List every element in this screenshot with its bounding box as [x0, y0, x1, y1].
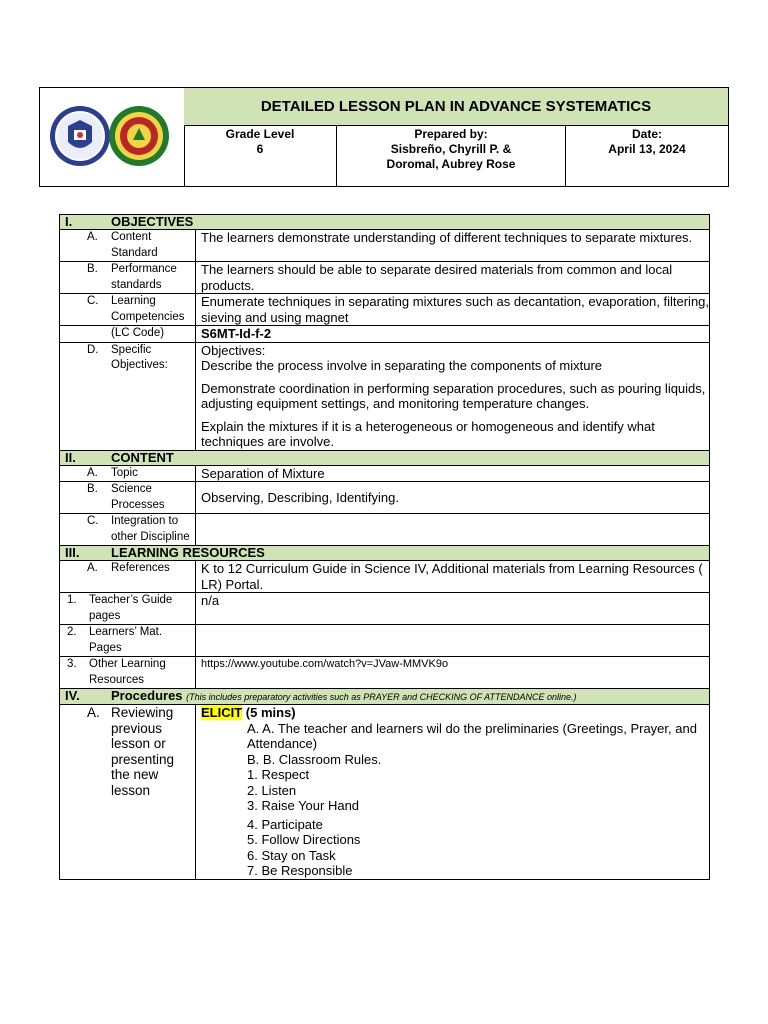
section-procedures [60, 689, 710, 705]
row-label: Teacher’s Guide pages [89, 594, 173, 622]
row-label: Integration to other Discipline [111, 515, 190, 543]
lesson-plan-header [39, 87, 729, 187]
objective-item: Explain the mixtures if it is a heterogeneous or homogeneous and identify what techniques are involve. [201, 418, 655, 449]
document-title: DETAILED LESSON PLAN IN ADVANCE SYSTEMATICS [184, 88, 728, 126]
table-row: B. Performance standards The learners should be able to separate desired materials from common and local products. [60, 262, 710, 294]
section-number: III. [65, 545, 80, 560]
table-row: D. Specific Objectives: Objectives: Describe the process involve in separating the components of mixture Demonstrate coordination in performing separation procedures, such as pouring liquids, adjusting equipment settings, and monitoring temperature changes. Explain the mixtures if it is a heterogeneous or homogeneous and identify what techniques are involve. [60, 342, 710, 450]
row-label: (LC Code) [111, 327, 165, 339]
row-value: The learners demonstrate understanding of different techniques to separate mixtures. [196, 230, 710, 262]
row-value: Separation of Mixture [196, 465, 710, 482]
objective-item: Demonstrate coordination in performing separation procedures, such as pouring liquids, adjusting equipment settings, and monitoring temperature changes. [201, 380, 706, 411]
table-row: 1. Teacher’s Guide pages n/a [60, 593, 710, 625]
row-label: Learning Competencies [111, 295, 185, 323]
date-value: April 13, 2024 [608, 142, 686, 156]
logos-cell [40, 88, 185, 186]
table-row: 3. Other Learning Resources https://www.youtube.com/watch?v=JVaw-MMVK9o [60, 657, 710, 689]
row-label: Science Processes [111, 483, 165, 511]
row-label: Performance standards [111, 263, 177, 291]
section-objectives [60, 215, 710, 230]
elicit-highlight: ELICIT [201, 705, 243, 720]
row-value: Observing, Describing, Identifying. [196, 482, 710, 514]
lc-code: S6MT-Id-f-2 [196, 326, 710, 343]
table-row: C. Learning Competencies Enumerate techniques in separating mixtures such as decantation, evaporation, filtering, sieving and using magnet [60, 294, 710, 326]
row-label: Specific Objectives: [111, 343, 168, 371]
table-row: 2. Learners’ Mat. Pages [60, 625, 710, 657]
table-row [60, 326, 710, 343]
row-value [196, 625, 710, 657]
rule-item: 3. Raise Your Hand [247, 798, 360, 813]
elicit-time: (5 mins) [242, 705, 296, 720]
section-title: Procedures [111, 688, 183, 703]
section-number: IV. [65, 688, 80, 703]
table-row: A. Topic Separation of Mixture [60, 465, 710, 482]
row-value [196, 705, 710, 880]
section-title: LEARNING RESOURCES [111, 545, 265, 560]
section-number: II. [65, 449, 76, 465]
row-value: n/a [196, 593, 710, 625]
row-value: The learners should be able to separate desired materials from common and local products. [196, 262, 710, 294]
grade-level-label: Grade Level [225, 127, 295, 141]
row-value [196, 342, 710, 450]
row-label: Reviewing previous lesson or presenting the new lesson [111, 705, 175, 798]
rule-item: 2. Listen [247, 782, 297, 798]
school-seal-icon [104, 101, 174, 171]
table-row: A. Content Standard The learners demonstrate understanding of different techniques to separate mixtures. [60, 230, 710, 262]
section-note: (This includes preparatory activities such as PRAYER and CHECKING OF ATTENDANCE online.) [186, 692, 577, 702]
objectives-heading: Objectives: [201, 342, 266, 358]
rule-item: 7. Be Responsible [247, 863, 353, 878]
row-label: References [111, 562, 170, 574]
section-title: CONTENT [111, 449, 174, 465]
lesson-plan-table [59, 214, 710, 880]
table-row: B. Science Processes Observing, Describing, Identifying. [60, 482, 710, 514]
row-value [196, 514, 710, 546]
rule-item: 6. Stay on Task [247, 847, 336, 863]
rule-item: 1. Respect [247, 767, 310, 782]
row-label: Learners’ Mat. Pages [89, 626, 163, 654]
prepared-by-label: Prepared by: [414, 127, 488, 141]
prepared-by-cell [337, 125, 566, 186]
date-label: Date: [631, 127, 662, 141]
date-cell [566, 125, 728, 186]
table-row: A. Reviewing previous lesson or presenting the new lesson ELICIT (5 mins) A. A. The teacher and learners wil do the preliminaries (Greetings, Prayer, and Attendance) B. B. Classroom Rules. 1. Respect 2. Listen 3. Raise Your Hand 4. Participate 5. Follow Directions 6. Stay on Task 7. Be Responsible [60, 705, 710, 880]
section-content [60, 450, 710, 465]
row-value: K to 12 Curriculum Guide in Science IV, Additional materials from Learning Resources ( LR) Portal. [196, 561, 710, 593]
row-value: Enumerate techniques in separating mixtures such as decantation, evaporation, filtering, sieving and using magnet [196, 294, 710, 326]
grade-level-value: 6 [256, 142, 264, 156]
row-label: Other Learning Resources [89, 658, 166, 686]
grade-level-cell [184, 125, 337, 186]
section-number: I. [65, 214, 73, 229]
rule-item: 5. Follow Directions [247, 832, 361, 847]
table-row: A. References K to 12 Curriculum Guide in Science IV, Additional materials from Learning Resources ( LR) Portal. [60, 561, 710, 593]
section-title: OBJECTIVES [111, 214, 194, 229]
rule-item: 4. Participate [247, 816, 323, 832]
resource-link[interactable]: https://www.youtube.com/watch?v=JVaw-MMVK9o [196, 657, 710, 689]
section-learning-resources [60, 546, 710, 561]
prepared-by-line1: Sisbreño, Chyrill P. & [390, 142, 512, 156]
procedure-step: A. A. The teacher and learners wil do the preliminaries (Greetings, Prayer, and Attendance) [247, 720, 697, 751]
table-row: C. Integration to other Discipline [60, 514, 710, 546]
objective-item: Describe the process involve in separating the components of mixture [201, 358, 603, 373]
row-label: Topic [111, 466, 138, 479]
row-label: Content Standard [111, 231, 158, 259]
prepared-by-line2: Doromal, Aubrey Rose [386, 157, 516, 171]
procedure-step: B. B. Classroom Rules. [247, 751, 382, 767]
